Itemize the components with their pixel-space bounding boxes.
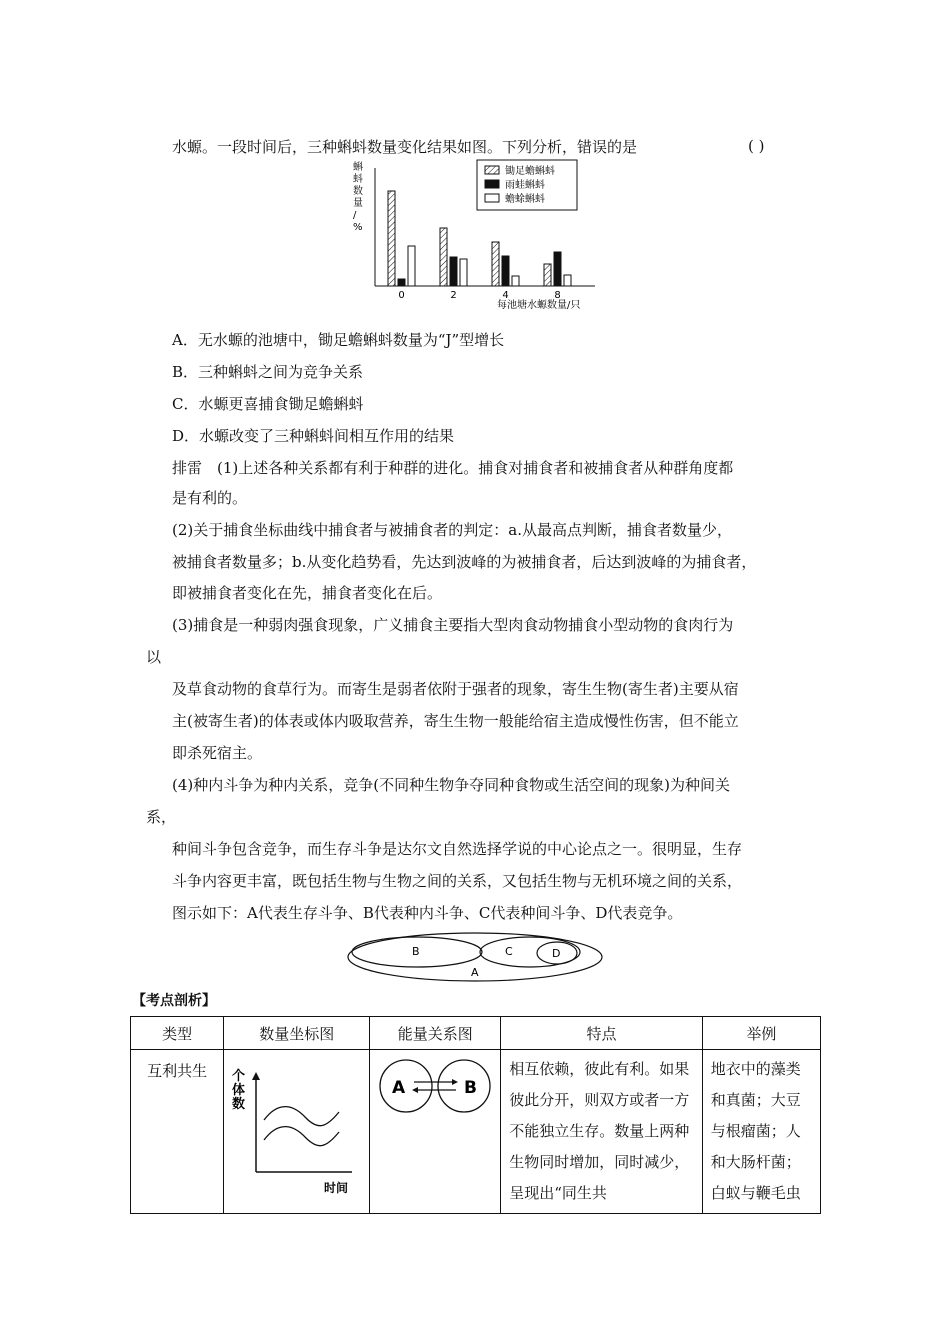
legend-label-solid: 雨蛙蝌蚪 xyxy=(505,180,545,191)
cell-graph xyxy=(224,1050,370,1214)
venn-label-d: D xyxy=(552,947,561,960)
struggle-venn-diagram xyxy=(345,932,605,984)
x-tick-4: 4 xyxy=(502,290,509,301)
option-b: B．三种蝌蚪之间为竞争关系 xyxy=(172,363,364,381)
legend-swatch-hatched xyxy=(485,166,499,174)
energy-a: A xyxy=(392,1078,406,1098)
chart-ylabel: 蝌蚪数量/ % xyxy=(353,162,363,233)
x-tick-8: 8 xyxy=(554,290,561,301)
note-4d: 斗争内容更丰富，既包括生物与生物之间的关系，又包括生物与无机环境之间的关系， xyxy=(172,872,743,890)
venn-right-c xyxy=(480,937,580,967)
graph-xlabel: 时间 xyxy=(324,1181,349,1195)
bar-solid-2 xyxy=(450,257,457,286)
header-graph: 数量坐标图 xyxy=(224,1017,370,1050)
header-feature: 特点 xyxy=(501,1017,703,1050)
legend-label-empty: 蟾蜍蝌蚪 xyxy=(505,194,545,205)
note-4a: (4)种内斗争为种内关系，竞争(不同种生物争夺同种食物或生活空间的现象)为种间关 xyxy=(172,776,730,794)
bar-hatched-0 xyxy=(388,191,395,286)
option-c: C．水螈更喜捕食锄足蟾蝌蚪 xyxy=(172,395,364,413)
note-4c: 种间斗争包含竞争，而生存斗争是达尔文自然选择学说的中心论点之一。很明显，生存 xyxy=(172,840,743,858)
note-1b: 是有利的。 xyxy=(172,489,248,507)
cell-type xyxy=(131,1050,224,1214)
venn-label-b: B xyxy=(412,945,420,958)
mutualism-line-graph xyxy=(224,1050,369,1200)
section-title: 【考点剖析】 xyxy=(132,993,216,1009)
example-text: 地衣中的藻类和真菌；大豆与根瘤菌；人和大肠杆菌；白蚁与鞭毛虫 xyxy=(710,1060,801,1202)
bar-solid-4 xyxy=(502,256,509,286)
note-3b: 以 xyxy=(146,648,162,666)
x-tick-2: 2 xyxy=(450,290,457,301)
note-3c: 及草食动物的食草行为。而寄生是弱者依附于强者的现象，寄生生物(寄生者)主要从宿 xyxy=(172,680,739,698)
legend-swatch-empty xyxy=(485,194,499,202)
bar-hatched-2 xyxy=(440,228,447,286)
table-row xyxy=(131,1050,821,1214)
header-type: 类型 xyxy=(131,1017,224,1050)
bar-empty-0 xyxy=(408,246,415,286)
bar-hatched-4 xyxy=(492,242,499,286)
note-4e: 图示如下：A代表生存斗争、B代表种内斗争、C代表种间斗争、D代表竞争。 xyxy=(172,904,683,922)
feature-text: 相互依赖，彼此有利。如果彼此分开，则双方或者一方不能独立生存。数量上两种生物同时增加，同时减少，呈现出“同生共 xyxy=(509,1060,690,1202)
note-3a: (3)捕食是一种弱肉强食现象，广义捕食主要指大型肉食动物捕食小型动物的食肉行为 xyxy=(172,616,734,634)
bar-solid-8 xyxy=(554,252,561,286)
cell-energy xyxy=(370,1050,501,1214)
bar-solid-0 xyxy=(398,279,405,286)
question-intro: 水螈。一段时间后，三种蝌蚪数量变化结果如图。下列分析，错误的是 xyxy=(172,138,638,156)
table-header-row xyxy=(131,1017,821,1050)
answer-bracket: ( ) xyxy=(748,137,765,155)
note-2a: (2)关于捕食坐标曲线中捕食者与被捕食者的判定：a.从最高点判断，捕食者数量少， xyxy=(172,521,732,539)
legend-swatch-solid xyxy=(485,180,499,188)
bar-empty-8 xyxy=(564,275,571,286)
venn-label-c: C xyxy=(505,945,513,958)
bar-hatched-8 xyxy=(544,264,551,286)
cell-example xyxy=(702,1050,820,1214)
note-3d: 主(被寄生者)的体表或体内吸取营养，寄生生物一般能给宿主造成慢性伤害，但不能立 xyxy=(172,712,739,730)
energy-relation-diagram xyxy=(370,1050,500,1120)
tadpole-bar-chart xyxy=(345,158,615,318)
note-1a: 排雷 (1)上述各种关系都有利于种群的进化。捕食对捕食者和被捕食者从种群角度都 xyxy=(172,459,734,477)
header-example: 举例 xyxy=(702,1017,820,1050)
venn-label-a: A xyxy=(471,966,479,979)
type-label: 互利共生 xyxy=(147,1062,208,1080)
energy-b: B xyxy=(464,1078,478,1098)
note-3e: 即杀死宿主。 xyxy=(172,744,263,762)
note-4b: 系， xyxy=(146,808,177,826)
relation-table xyxy=(130,1016,821,1214)
bar-empty-2 xyxy=(460,259,467,286)
x-tick-0: 0 xyxy=(398,290,405,301)
graph-ylabel: 个体数 xyxy=(232,1069,246,1112)
cell-feature xyxy=(501,1050,703,1214)
legend-label-hatched: 锄足蟾蝌蚪 xyxy=(505,166,555,177)
option-d: D．水螈改变了三种蝌蚪间相互作用的结果 xyxy=(172,427,455,445)
note-2b: 被捕食者数量多；b.从变化趋势看，先达到波峰的为被捕食者，后达到波峰的为捕食者， xyxy=(172,553,757,571)
header-energy: 能量关系图 xyxy=(370,1017,501,1050)
option-a: A．无水螈的池塘中，锄足蟾蝌蚪数量为“J”型增长 xyxy=(172,331,505,349)
note-2c: 即被捕食者变化在先，捕食者变化在后。 xyxy=(172,584,443,602)
chart-xlabel: 每池塘水螈数量/只 xyxy=(497,300,581,311)
bar-empty-4 xyxy=(512,276,519,286)
